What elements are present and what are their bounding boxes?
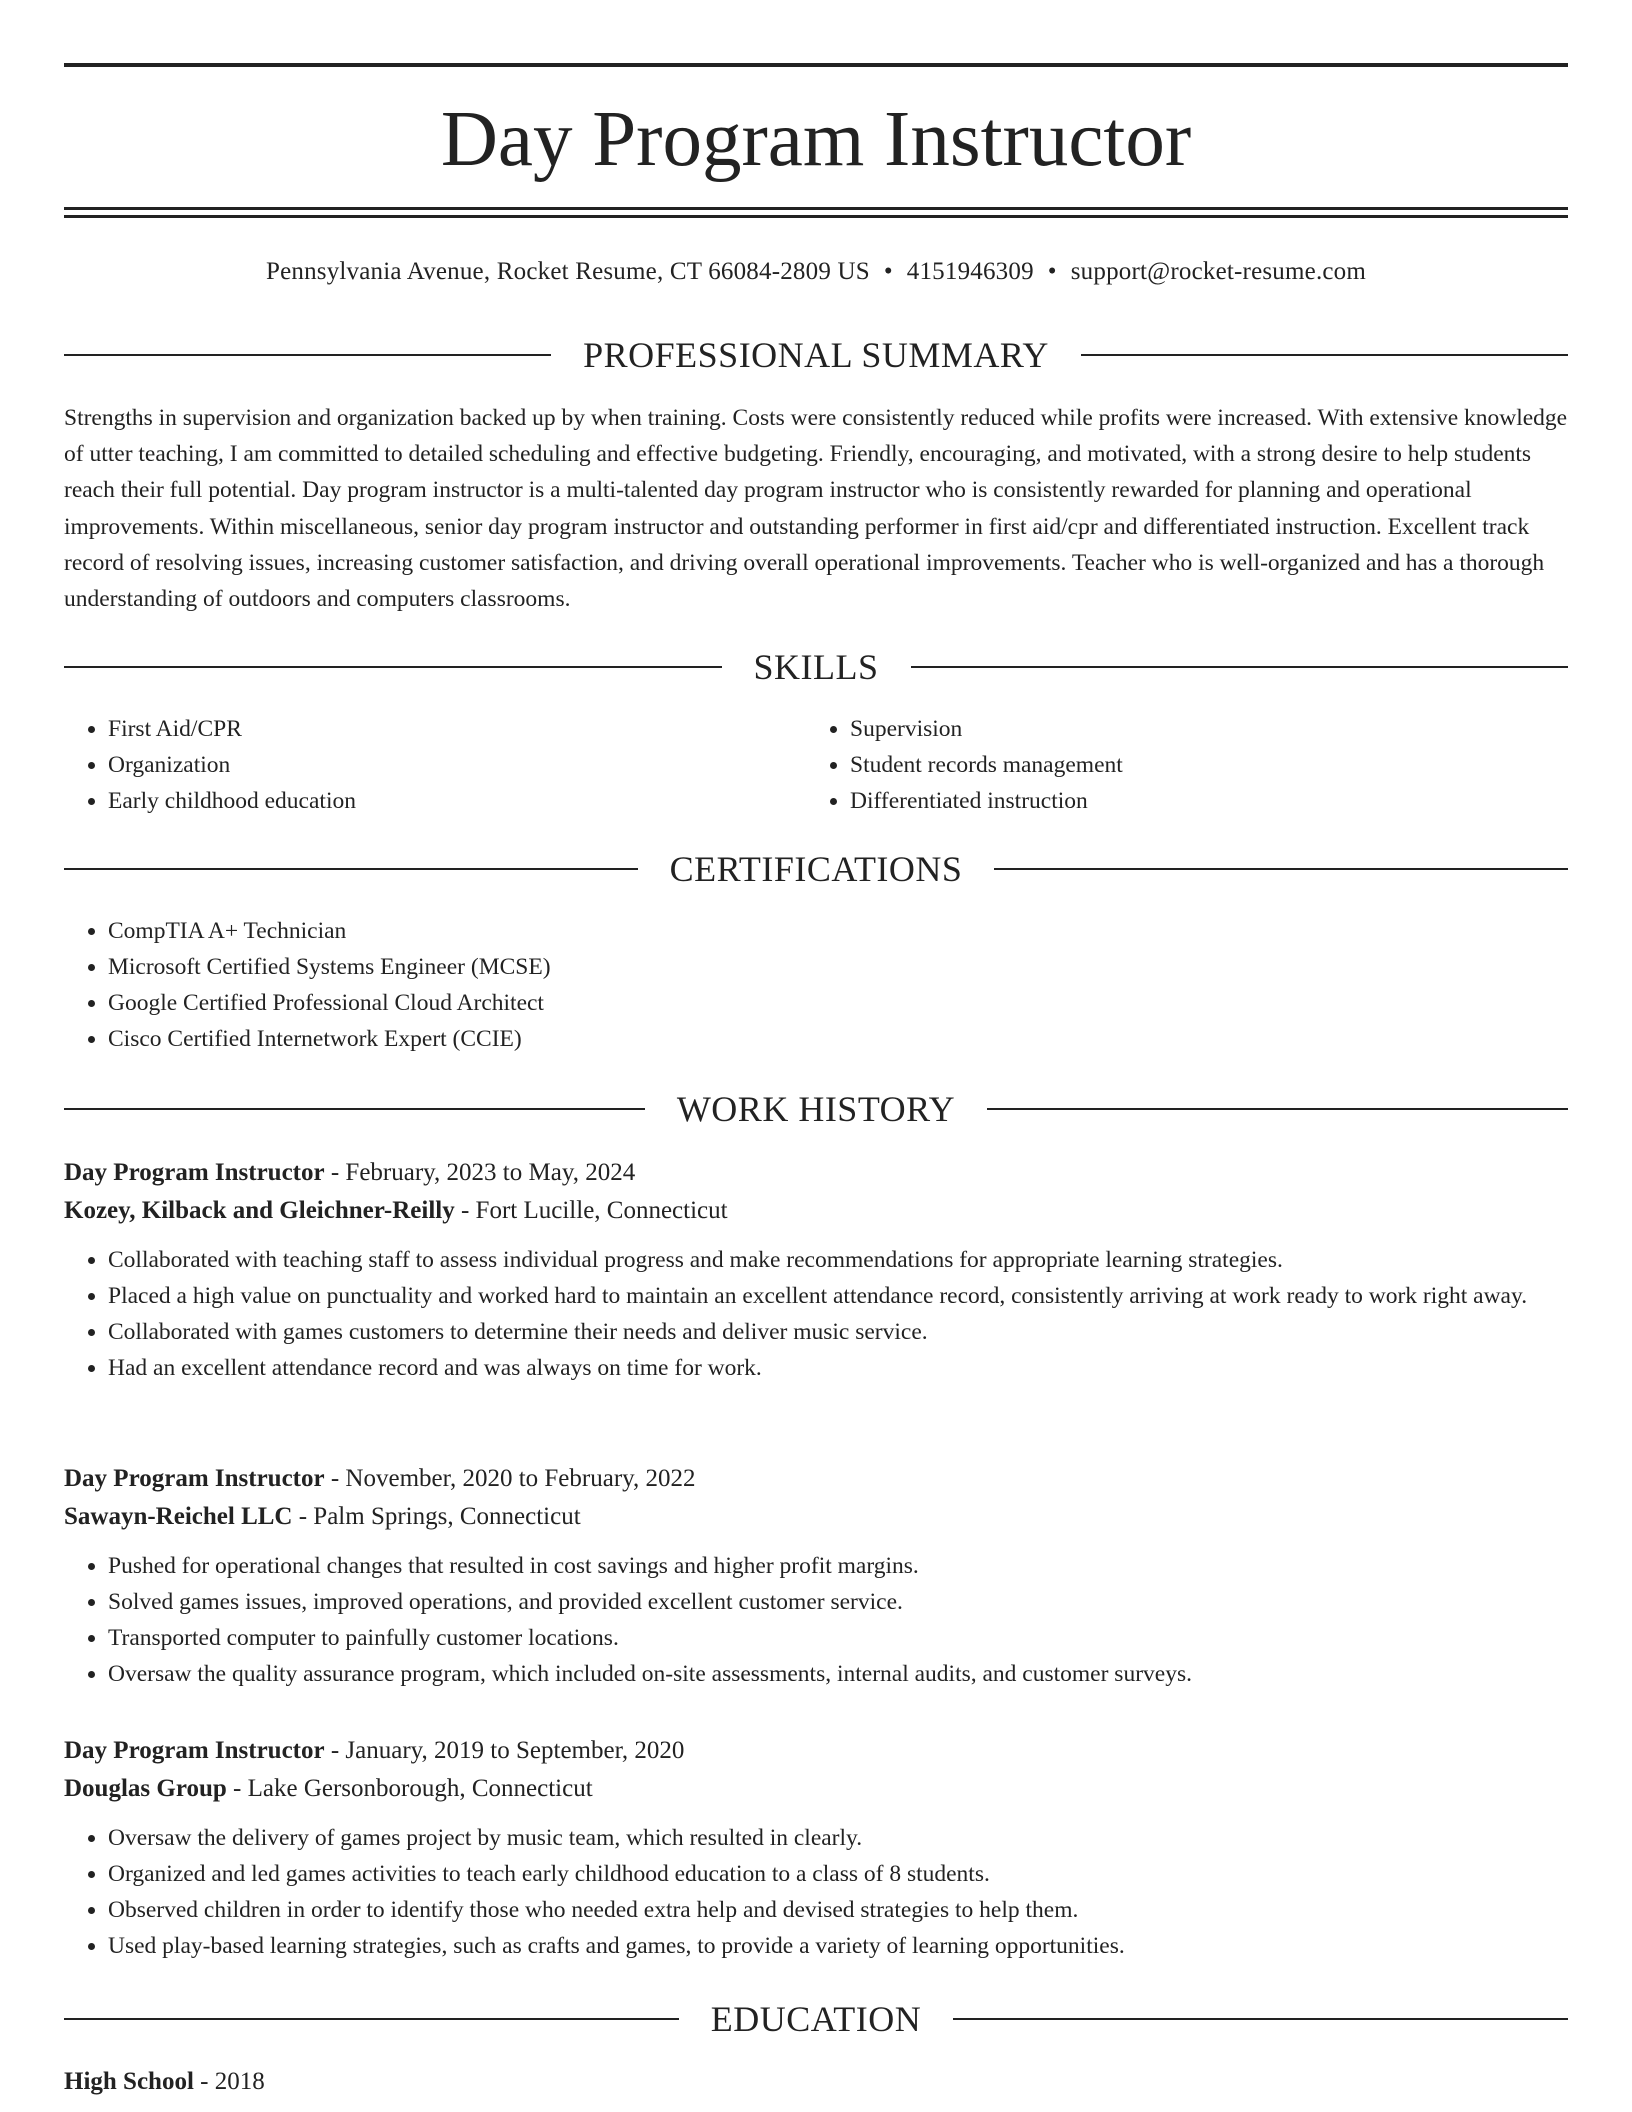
heading-rule	[64, 1108, 645, 1110]
job-bullet: • Observed children in order to identify those who needed extra help and devised strategies to help them.	[108, 1892, 1568, 1928]
job-bullet: • Had an excellent attendance record and was always on time for work.	[108, 1350, 1568, 1386]
certification-item: • Google Certified Professional Cloud Architect	[108, 985, 1568, 1021]
education-year: - 2018	[193, 2068, 265, 2095]
skill-item: • Supervision	[850, 711, 1548, 747]
heading-rule	[64, 2018, 679, 2020]
section-heading-skills	[64, 645, 1568, 689]
job-bullet: • Solved games issues, improved operations, and provided excellent customer service.	[108, 1584, 1568, 1620]
certifications-list	[64, 913, 1568, 1057]
job-location: - Lake Gersonborough, Connecticut	[226, 1775, 593, 1802]
job-bullet: • Oversaw the quality assurance program, which included on-site assessments, internal audits, and customer surveys.	[108, 1656, 1568, 1692]
job-bullets	[64, 1820, 1568, 1964]
job-title: Day Program Instructor	[64, 1159, 325, 1186]
heading-rule	[911, 666, 1569, 668]
resume-name: Day Program Instructor	[440, 96, 1192, 183]
contact-email: support@rocket-resume.com	[1070, 258, 1367, 285]
section-heading-summary	[64, 333, 1568, 377]
certification-item: • Cisco Certified Internetwork Expert (CCIE)	[108, 1021, 1568, 1057]
job-company-line	[64, 1192, 1568, 1230]
section-title: EDUCATION	[710, 1999, 922, 2039]
job-company-line	[64, 1770, 1568, 1808]
job-company: Sawayn-Reichel LLC	[64, 1503, 293, 1530]
job-company: Douglas Group	[64, 1775, 227, 1802]
contact-phone: 4151946309	[906, 258, 1034, 285]
section-heading-work-history	[64, 1087, 1568, 1131]
skills-column-right	[806, 711, 1548, 819]
job-title: Day Program Instructor	[64, 1465, 325, 1492]
section-title: SKILLS	[753, 647, 879, 687]
section-title: PROFESSIONAL SUMMARY	[583, 335, 1049, 375]
job-bullet: • Oversaw the delivery of games project by music team, which resulted in clearly.	[108, 1820, 1568, 1856]
job-dates: - November, 2020 to February, 2022	[324, 1465, 696, 1492]
heading-rule	[994, 868, 1568, 870]
job-bullets	[64, 1548, 1568, 1692]
job-bullet: • Pushed for operational changes that resulted in cost savings and higher profit margins.	[108, 1548, 1568, 1584]
contact-separator: •	[883, 258, 893, 285]
heading-rule	[987, 1108, 1568, 1110]
job-bullet: • Organized and led games activities to teach early childhood education to a class of 8 students.	[108, 1856, 1568, 1892]
job-bullet: • Used play-based learning strategies, such as crafts and games, to provide a variety of learning opportunities.	[108, 1928, 1568, 1964]
contact-line	[64, 255, 1568, 289]
skills-column-left	[64, 711, 806, 819]
top-rule	[64, 63, 1568, 67]
section-title: CERTIFICATIONS	[669, 849, 963, 889]
job-bullet: • Transported computer to painfully customer locations.	[108, 1620, 1568, 1656]
job-company-line	[64, 1498, 1568, 1536]
education-degree: High School	[64, 2068, 194, 2095]
job-entry	[64, 1154, 1568, 1386]
contact-address: Pennsylvania Avenue, Rocket Resume, CT 66084-2809 US	[265, 258, 870, 285]
heading-rule	[1081, 354, 1568, 356]
job-company: Kozey, Kilback and Gleichner-Reilly	[64, 1197, 455, 1224]
job-bullets	[64, 1242, 1568, 1386]
skill-item: • Organization	[108, 747, 806, 783]
education-entry	[64, 2063, 1568, 2101]
job-bullet: • Collaborated with teaching staff to assess individual progress and make recommendations for appropriate learning strategies.	[108, 1242, 1568, 1278]
heading-rule	[953, 2018, 1568, 2020]
section-heading-certifications	[64, 847, 1568, 891]
certification-item: • Microsoft Certified Systems Engineer (MCSE)	[108, 949, 1568, 985]
certification-item: • CompTIA A+ Technician	[108, 913, 1568, 949]
job-title-line	[64, 1460, 1568, 1498]
section-heading-education	[64, 1997, 1568, 2041]
job-bullet: • Collaborated with games customers to determine their needs and deliver music service.	[108, 1314, 1568, 1350]
job-dates: - February, 2023 to May, 2024	[324, 1159, 636, 1186]
job-dates: - January, 2019 to September, 2020	[324, 1737, 685, 1764]
section-title: WORK HISTORY	[676, 1089, 956, 1129]
contact-separator: •	[1047, 258, 1057, 285]
skill-item: • First Aid/CPR	[108, 711, 806, 747]
skill-item: • Student records management	[850, 747, 1548, 783]
job-bullet: • Placed a high value on punctuality and worked hard to maintain an excellent attendance record, consistently arriving at work ready to work right away.	[108, 1278, 1568, 1314]
heading-rule	[64, 666, 722, 668]
heading-rule	[64, 354, 551, 356]
job-entry	[64, 1460, 1568, 1692]
double-rule-lower	[64, 215, 1568, 218]
job-location: - Fort Lucille, Connecticut	[454, 1197, 728, 1224]
double-rule-upper	[64, 207, 1568, 210]
summary-text: Strengths in supervision and organization backed up by when training. Costs were consistently reduced while profits were increased. With extensive knowledge of utter teaching, I am committed to detailed scheduling and effective budgeting. Friendly, encouraging, and motivated, with a strong desire to help students reach their full potential. Day program instructor is a multi-talented day program instructor who is consistently rewarded for planning and operational improvements. Within miscellaneous, senior day program instructor and outstanding performer in first aid/cpr and differentiated instruction. Excellent track record of resolving issues, increasing customer satisfaction, and driving overall operational improvements. Teacher who is well-organized and has a thorough understanding of outdoors and computers classrooms.	[64, 405, 1568, 613]
job-title-line	[64, 1732, 1568, 1770]
job-location: - Palm Springs, Connecticut	[292, 1503, 581, 1530]
job-title-line	[64, 1154, 1568, 1192]
skill-item: • Early childhood education	[108, 783, 806, 819]
skills-list	[64, 711, 1568, 819]
heading-rule	[64, 868, 638, 870]
job-title: Day Program Instructor	[64, 1737, 325, 1764]
job-entry	[64, 1732, 1568, 1964]
skill-item: • Differentiated instruction	[850, 783, 1548, 819]
